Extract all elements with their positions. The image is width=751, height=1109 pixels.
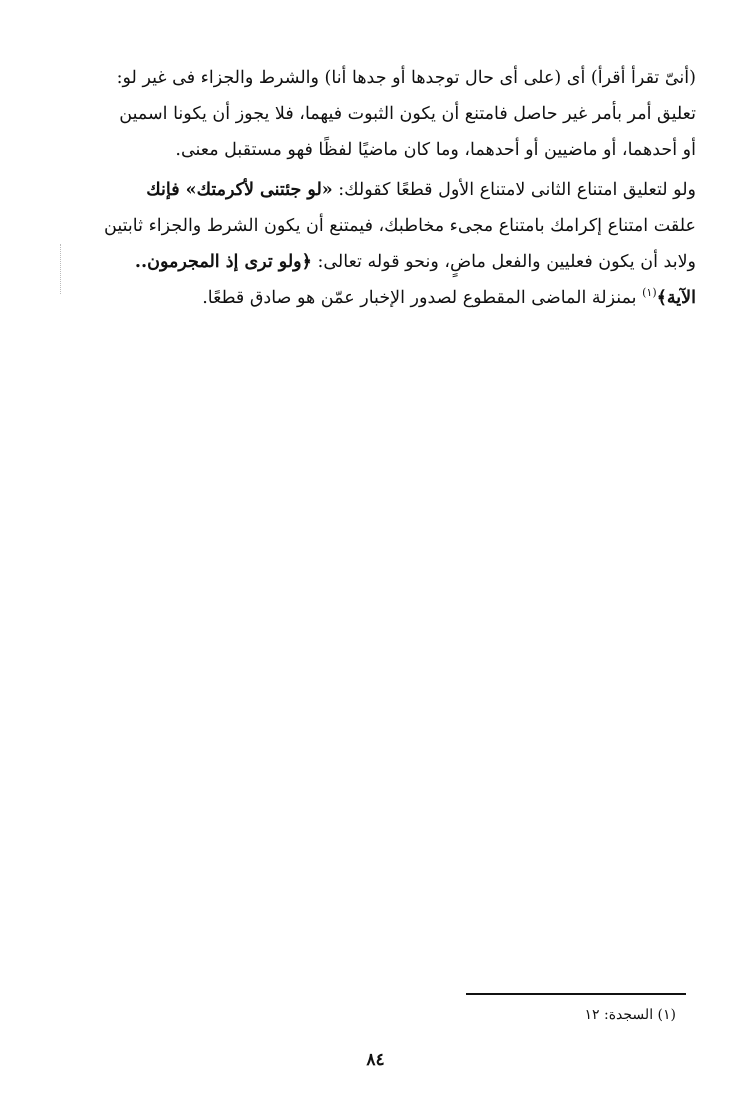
paragraph-2-line-4 [86, 280, 696, 316]
page-number: ٨٤ [366, 1050, 385, 1070]
quran-verse: ﴿ولو ترى إذ المجرمون.. [134, 252, 312, 272]
paragraph-2-line-1 [86, 172, 696, 208]
example-quote: «لو جئتنى لأكرمتك» فإنك [146, 180, 333, 200]
margin-scan-mark [60, 244, 62, 294]
footnote-divider [466, 993, 686, 995]
paragraph-2-line-3 [86, 244, 696, 280]
paragraph-1 [86, 60, 696, 168]
paragraph-1-line-2: تعليق أمر بأمر غير حاصل فامتنع أن يكون الثبوت فيهما، فلا يجوز أن يكونا اسمين [119, 104, 696, 124]
paragraph-2 [86, 172, 696, 316]
footnote: (١) السجدة: ١٢ [584, 1007, 676, 1023]
paragraph-1-line-3: أو أحدهما، أو ماضيين أو أحدهما، وما كان ماضيًا لفظًا فهو مستقبل معنى. [175, 140, 696, 160]
footnote-reference: (١) [642, 286, 657, 300]
paragraph-2-line-4-text: بمنزلة الماضى المقطوع لصدور الإخبار عمّن هو صادق قطعًا. [202, 288, 643, 308]
paragraph-1-line-1: (أنىّ تقرأ أقرأ) أى (على أى حال توجدها أو جدها أنا) والشرط والجزاء فى غير لو: [116, 68, 696, 88]
paragraph-2-line-3-text: ولابد أن يكون فعليين والفعل ماضٍ، ونحو قوله تعالى: [311, 252, 696, 272]
paragraph-2-line-2: علقت امتناع إكرامك بامتناع مجىء مخاطبك، فيمتنع أن يكون الشرط والجزاء ثابتين [104, 216, 696, 236]
paragraph-2-line-1-text: ولو لتعليق امتناع الثانى لامتناع الأول قطعًا كقولك: [332, 180, 696, 200]
quran-verse-end: الآية﴾ [656, 288, 696, 308]
body-text [86, 60, 696, 316]
